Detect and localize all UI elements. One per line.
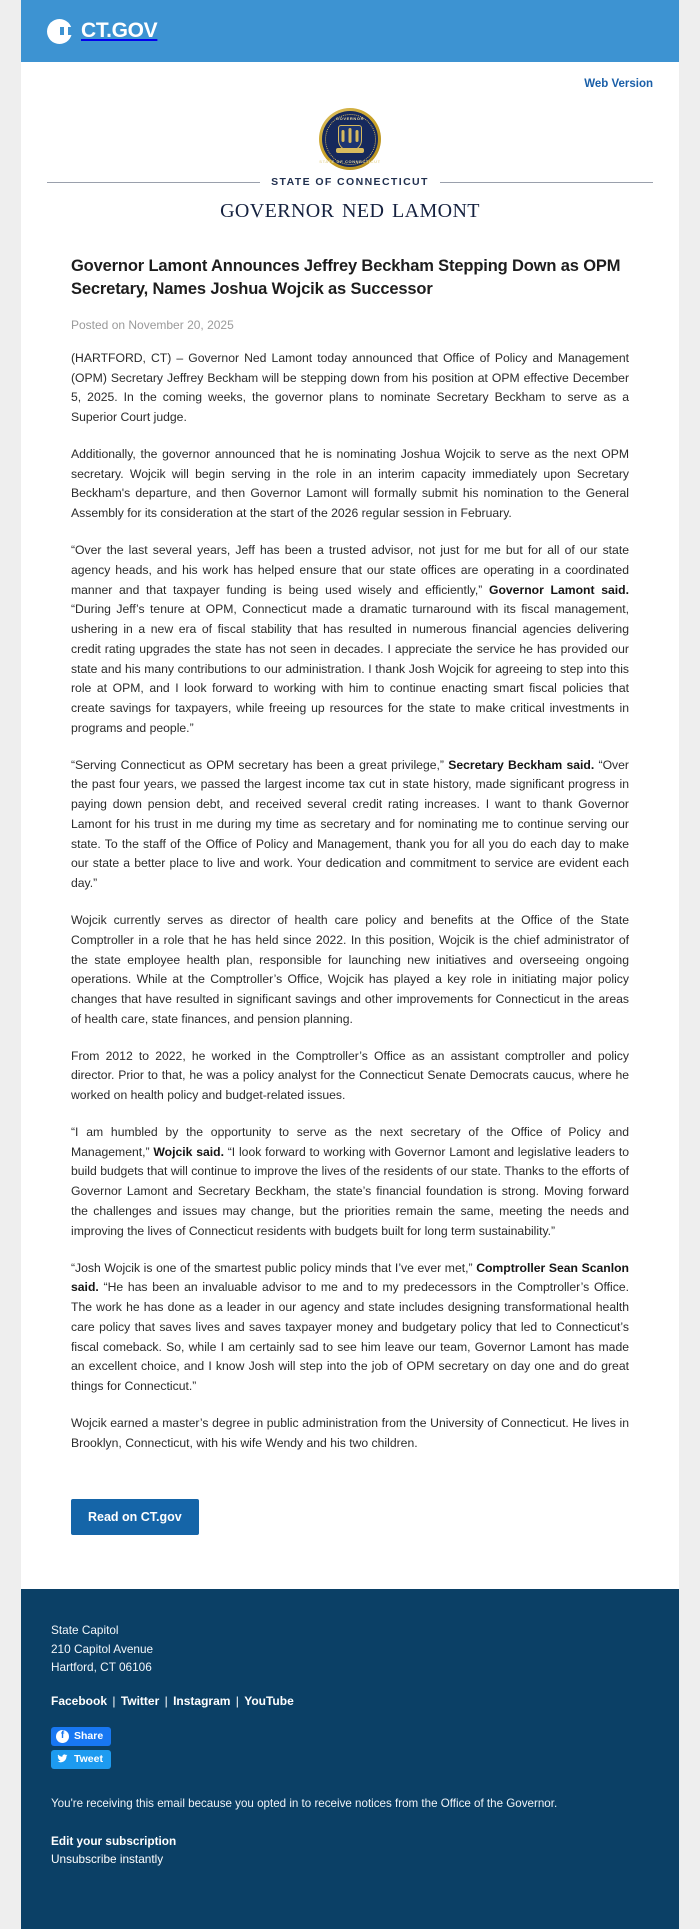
attribution-text: Secretary Beckham said. xyxy=(448,757,595,772)
footer-address xyxy=(51,1621,649,1676)
state-label: STATE OF CONNECTICUT xyxy=(271,176,429,188)
twitter-share-label: Tweet xyxy=(74,1753,103,1766)
posted-date: Posted on November 20, 2025 xyxy=(71,317,234,332)
social-link-twitter[interactable]: Twitter xyxy=(120,1694,160,1709)
rule-right xyxy=(440,182,653,183)
facebook-share-button[interactable] xyxy=(51,1727,111,1746)
article-paragraph xyxy=(71,1414,629,1454)
article-paragraph xyxy=(71,541,629,739)
article-paragraph xyxy=(71,1123,629,1242)
masthead xyxy=(21,98,679,229)
paragraph-text: “I am humbled by the opportunity to serve as the next secretary of the Office of Policy and Management,” xyxy=(71,1124,629,1159)
article-paragraph xyxy=(71,756,629,894)
optin-notice: You're receiving this email because you opted in to receive notices from the Office of the Governor. xyxy=(51,1796,558,1810)
article-body xyxy=(71,349,629,1454)
edit-subscription-link[interactable]: Edit your subscription xyxy=(51,1834,177,1849)
ctgov-logo-link[interactable] xyxy=(47,19,157,44)
paragraph-text: “Serving Connecticut as OPM secretary has been a great privilege,” xyxy=(71,757,449,772)
attribution-text: Comptroller Sean Scanlon said. xyxy=(71,1260,629,1295)
ct-circle-logo-icon xyxy=(47,19,72,44)
social-separator: | xyxy=(109,1694,119,1709)
governor-name: governor ned lamont xyxy=(220,192,480,224)
paragraph-text: “Josh Wojcik is one of the smartest public policy minds that I’ve ever met,” xyxy=(71,1260,477,1275)
cta-wrap xyxy=(21,1453,679,1589)
paragraph-text: “He has been an invaluable advisor to me and to my predecessors in the Comptroller’s Office. The work he has done as a leader in our agency and state includes designing transformational health care policy that saves lives and saves taxpayer money and budgetary policy that led to Connecticut’s fiscal comeback. So, while I am certainly sad to see him leave our team, Governor Lamont has made an excellent choice, and I know Josh will step into the job of OPM secretary on day one and do great things for Connecticut.” xyxy=(71,1280,629,1394)
footer-social-links xyxy=(51,1694,649,1708)
address-line: Hartford, CT 06106 xyxy=(51,1659,152,1674)
email-body-panel xyxy=(21,62,679,1589)
social-link-facebook[interactable]: Facebook xyxy=(51,1694,108,1709)
paragraph-text: Additionally, the governor announced that he is nominating Joshua Wojcik to serve as the next OPM secretary. Wojcik will begin serving in the role in an interim capacity immediately upon Secretary Beckham's departure, and then Governor Lamont will formally submit his nomination to the General Assembly for its consideration at the start of the 2026 regular session in February. xyxy=(71,446,629,521)
web-version-link[interactable]: Web Version xyxy=(584,78,653,90)
paragraph-text: From 2012 to 2022, he worked in the Comptroller’s Office as an assistant comptroller and policy director. Prior to that, he was a policy analyst for the Connecticut Senate Democrats caucus, where he worked on health policy and budget-related issues. xyxy=(71,1048,629,1103)
social-link-youtube[interactable]: YouTube xyxy=(244,1694,294,1709)
read-on-ctgov-button[interactable]: Read on CT.gov xyxy=(71,1499,199,1535)
article-paragraph xyxy=(71,1259,629,1397)
share-buttons xyxy=(51,1725,649,1773)
facebook-share-label: Share xyxy=(74,1730,104,1743)
paragraph-text: “Over the past four years, we passed the largest income tax cut in state history, made significant progress in paying down pension debt, and received several credit rating increases. I want to thank Governor Lamont for his trust in me during my time as secretary and for nominating me to continue serving our state. To the staff of the Office of Policy and Management, thank you for all you do each day to make our state a better place to live and work. Your dedication and commitment to service are evident each day.” xyxy=(71,757,629,891)
article-paragraph xyxy=(71,911,629,1030)
paragraph-text: Wojcik currently serves as director of health care policy and benefits at the Office of the State Comptroller in a role that he has held since 2022. In this position, Wojcik is the chief administrator of the state employee health plan, responsible for launching new initiatives and overseeing ongoing operations. While at the Comptroller’s Office, Wojcik has played a key role in initiating major policy changes that have resulted in significant savings and other improvements for Connecticut in the areas of health care, state finances, and pension planning. xyxy=(71,913,629,1026)
twitter-bird-icon xyxy=(56,1753,69,1766)
subscription-links xyxy=(51,1832,649,1869)
social-separator: | xyxy=(232,1694,243,1709)
paragraph-text: “During Jeff’s tenure at OPM, Connecticut made a dramatic turnaround with its fiscal management, ushering in a new era of fiscal stability that has resulted in numerous financial agencies delivering credit rating upgrades the state has not seen in decades. I appreciate the service he has provided our state and his many contributions to our administration. I thank Josh Wojcik for agreeing to step into this role at OPM, and I look forward to working with him to continue enacting smart fiscal policies that create savings for taxpayers, while freeing up resources for the state to make critical investments in programs and people.” xyxy=(71,602,629,735)
rule-left xyxy=(47,182,260,183)
paragraph-text: “I look forward to working with Governor Lamont and legislative leaders to build budgets that will continue to improve the lives of the residents of our state. Thanks to the efforts of Governor Lamont and Secretary Beckham, the state’s financial foundation is strong. Moving forward the challenges and issues may change, but the priorities remain the same, meeting the needs and improving the lives of Connecticut residents with budgets built for long term sustainability.” xyxy=(71,1144,629,1238)
social-separator: | xyxy=(161,1694,172,1709)
email-footer xyxy=(21,1589,679,1928)
page-title: Governor Lamont Announces Jeffrey Beckham Stepping Down as OPM Secretary, Names Joshua Wojcik as Successor xyxy=(71,257,621,299)
email-header-bar xyxy=(21,0,679,62)
state-label-rule xyxy=(47,176,653,188)
brand-name: CT.GOV xyxy=(81,19,158,42)
attribution-text: Governor Lamont said. xyxy=(488,582,629,597)
paragraph-text: Wojcik earned a master’s degree in public administration from the University of Connecticut. He lives in Brooklyn, Connecticut, with his wife Wendy and his two children. xyxy=(71,1415,629,1450)
paragraph-text: “Over the last several years, Jeff has been a trusted advisor, not just for me but for all of our state agency heads, and his work has helped ensure that our state offices are operating in a coordinated manner and that taxpayer funding is being used wisely and efficiently,” xyxy=(71,543,629,597)
attribution-text: Wojcik said. xyxy=(153,1144,224,1159)
facebook-icon: f xyxy=(56,1730,69,1743)
twitter-share-button[interactable] xyxy=(51,1750,111,1769)
paragraph-text: (HARTFORD, CT) – Governor Ned Lamont today announced that Office of Policy and Management (OPM) Secretary Jeffrey Beckham will be stepping down from his position at OPM effective December 5, 2025. In the coming weeks, the governor plans to nominate Secretary Beckham to serve as a Superior Court judge. xyxy=(71,350,629,425)
address-line: 210 Capitol Avenue xyxy=(51,1641,154,1656)
article-paragraph xyxy=(71,445,629,524)
article xyxy=(21,229,679,1453)
state-seal-icon xyxy=(319,108,381,170)
social-link-instagram[interactable]: Instagram xyxy=(173,1694,231,1709)
article-paragraph xyxy=(71,349,629,428)
address-line: State Capitol xyxy=(51,1623,119,1638)
web-version-row xyxy=(21,62,679,98)
article-paragraph xyxy=(71,1047,629,1106)
seal-bottom-text: STATE OF CONNECTICUT xyxy=(319,159,381,164)
seal-wrap xyxy=(47,108,653,170)
seal-top-text: GOVERNOR xyxy=(335,115,365,121)
unsubscribe-link[interactable]: Unsubscribe instantly xyxy=(51,1852,164,1867)
